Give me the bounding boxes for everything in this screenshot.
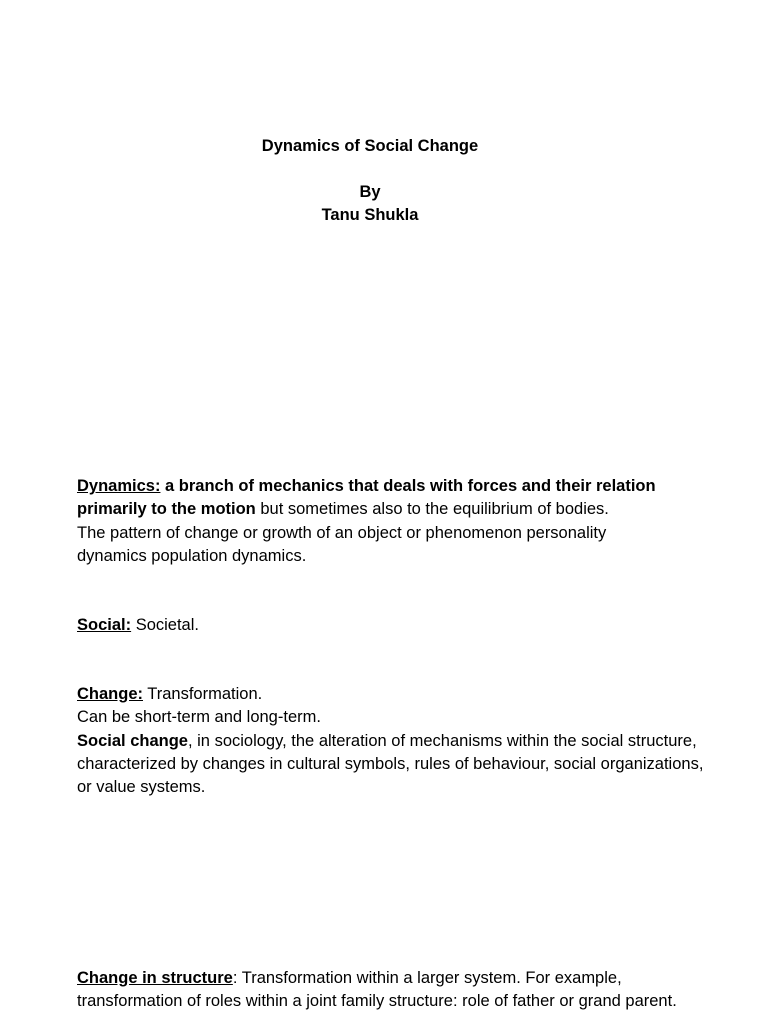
section-change-in-structure [77, 967, 687, 1014]
dynamics-definition-bold: a branch of mechanics that deals with forces and their relation primarily to the motion [77, 477, 656, 519]
social-term: Social: [77, 616, 132, 634]
document-title: Dynamics of Social Change [261, 137, 479, 155]
change-line-2: Can be short-term and long-term. [77, 708, 321, 727]
dynamics-line-2: The pattern of change or growth of an object or phenomenon personality dynamics population dynamics. [77, 523, 607, 565]
change-in-structure-definition: : Transformation within a larger system. For example, transformation of roles within a joint family structure: role of father or grand parent. [77, 969, 677, 1011]
section-social [77, 614, 717, 637]
by-label: By [359, 183, 381, 201]
change-in-structure-term: Change in structure [77, 969, 233, 987]
social-definition: Societal. [131, 616, 199, 634]
section-dynamics [77, 475, 677, 568]
social-change-definition: , in sociology, the alteration of mechanisms within the social structure, characterized by changes in cultural symbols, rules of behaviour, social organizations, or value systems. [77, 731, 704, 797]
social-change-term: Social change [77, 731, 188, 750]
dynamics-term: Dynamics: [77, 477, 161, 495]
dynamics-definition-rest: but sometimes also to the equilibrium of bodies. [255, 500, 609, 519]
change-definition: Transformation. [143, 685, 263, 703]
author-name: Tanu Shukla [321, 206, 419, 224]
section-change [77, 683, 717, 799]
change-term: Change: [77, 685, 143, 703]
